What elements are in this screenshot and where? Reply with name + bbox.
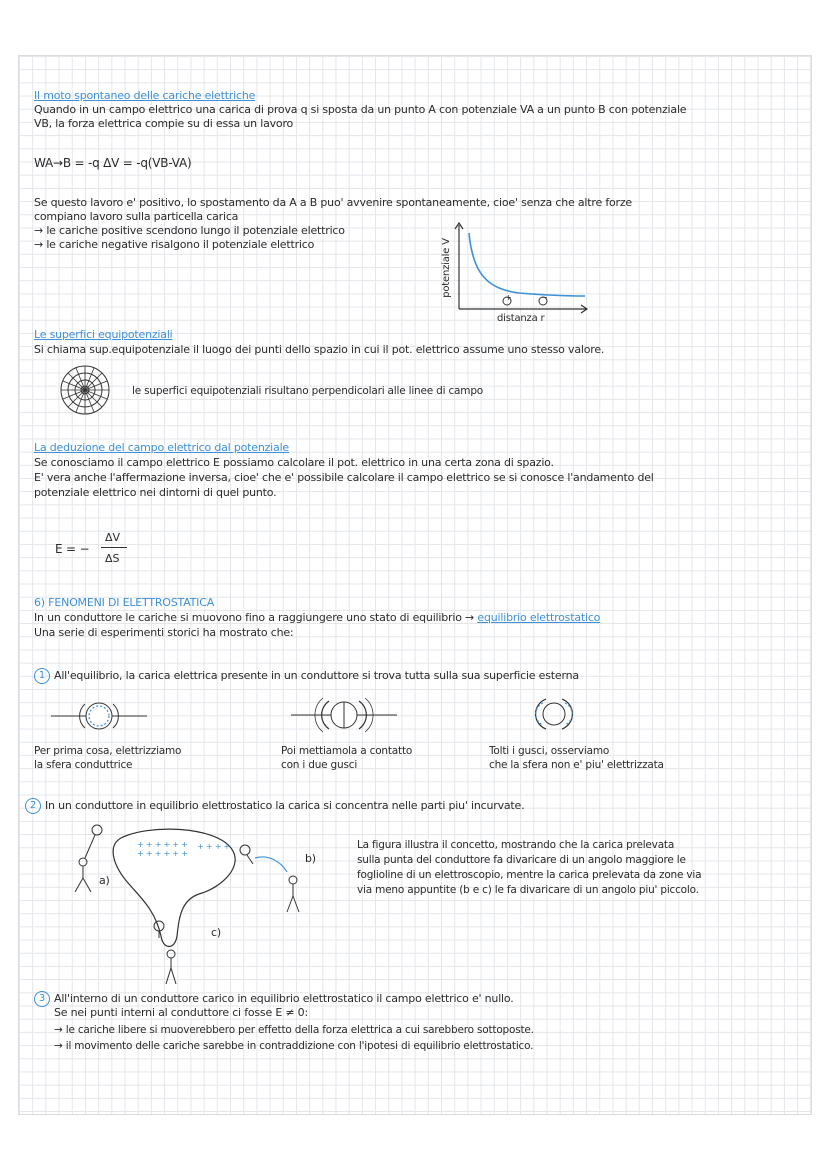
caption-2a: Poi mettiamola a contatto	[281, 745, 413, 757]
section-title-deduzione: La deduzione del campo elettrico dal potenziale	[34, 441, 289, 454]
point-2-number: 2	[25, 798, 41, 814]
moto-bullet-2: → le cariche negative risalgono il potenziale elettrico	[34, 238, 315, 251]
label-b: b)	[305, 852, 316, 865]
equilibrio-link: equilibrio elettrostatico	[477, 611, 601, 624]
caption-2b: con i due gusci	[281, 759, 358, 771]
equipotential-diagram	[59, 364, 111, 416]
fraction-bar	[101, 547, 127, 548]
graph-xlabel: distanza r	[497, 313, 545, 324]
point-3	[34, 991, 514, 1007]
conductor-electroscope-diagram	[49, 818, 339, 988]
caption-1a: Per prima cosa, elettrizziamo	[34, 745, 182, 757]
caption-1b: la sfera conduttrice	[34, 759, 133, 771]
graph-minus-charge: −	[541, 293, 548, 302]
section-title-fenomeni: 6) FENOMENI DI ELETTROSTATICA	[34, 596, 215, 609]
point-3-number: 3	[34, 991, 50, 1007]
point-2	[25, 798, 524, 814]
work-formula: WA→B = -q ΔV = -q(VB-VA)	[34, 156, 192, 170]
sphere-contact-diagram	[289, 692, 399, 738]
caption-3b: che la sfera non e' piu' elettrizzata	[489, 759, 664, 771]
deduzione-line-1: Se conosciamo il campo elettrico E possiamo calcolare il pot. elettrico in una certa zona di spazio.	[34, 456, 554, 469]
moto-line-1: Quando in un campo elettrico una carica di prova q si sposta da un punto A con potenziale VA a un punto B con potenziale	[34, 103, 687, 116]
moto-line-2: VB, la forza elettrica compie su di essa un lavoro	[34, 117, 294, 130]
label-c: c)	[211, 926, 221, 939]
deduzione-line-3: potenziale elettrico nei dintorni di quel punto.	[34, 486, 277, 499]
point-1-number: 1	[34, 668, 50, 684]
point-1	[34, 668, 579, 684]
p3-line-2: Se nei punti interni al conduttore ci fosse E ≠ 0:	[54, 1006, 308, 1019]
p2-desc-2: sulla punta del conduttore fa divaricare di un angolo maggiore le	[357, 854, 686, 866]
potential-graph	[449, 221, 599, 326]
caption-3a: Tolti i gusci, osserviamo	[489, 745, 610, 757]
label-a: a)	[99, 874, 110, 887]
moto-line-4: compiano lavoro sulla particella carica	[34, 210, 239, 223]
sphere-charged-diagram	[49, 698, 149, 734]
point-3-text: All'interno di un conduttore carico in equilibrio elettrostatico il campo elettrico e' nullo.	[54, 992, 514, 1005]
point-2-text: In un conduttore in equilibrio elettrostatico la carica si concentra nelle parti piu' incurvate.	[45, 799, 525, 812]
graph-plus-charge: +	[505, 293, 512, 302]
equi-definition: Si chiama sup.equipotenziale il luogo dei punti dello spazio in cui il pot. elettrico assume uno stesso valore.	[34, 343, 605, 356]
shells-removed-diagram	[524, 694, 584, 734]
p2-desc-4: via meno appuntite (b e c) le fa divaricare di un angolo piu' piccolo.	[357, 884, 699, 896]
conductor-charges-small: + + + +	[197, 842, 231, 851]
p3-bullet-2: → il movimento delle cariche sarebbe in contraddizione con l'ipotesi di equilibrio elettrostatico.	[54, 1040, 534, 1052]
point-1-text: All'equilibrio, la carica elettrica presente in un conduttore si trova tutta sulla sua superficie esterna	[54, 669, 579, 682]
notebook-page	[18, 55, 812, 1115]
moto-line-3: Se questo lavoro e' positivo, lo spostamento da A a B puo' avvenire spontaneamente, cioe' senza che altre forze	[34, 196, 632, 209]
deduzione-line-2: E' vera anche l'affermazione inversa, cioe' che e' possibile calcolare il campo elettrico se si conosce l'andamento del	[34, 471, 654, 484]
graph-ylabel: potenziale V	[440, 238, 452, 298]
p2-desc-3: foglioline di un elettroscopio, mentre la carica prelevata da zone via	[357, 869, 702, 881]
section-title-equi: Le superfici equipotenziali	[34, 328, 173, 341]
gradient-formula-lhs: E = −	[55, 542, 90, 556]
section-title-moto: Il moto spontaneo delle cariche elettriche	[34, 89, 256, 102]
fenomeni-line-1	[34, 611, 600, 625]
conductor-charges: + + + + + + + + + + + +	[137, 840, 188, 858]
gradient-formula-num: ΔV	[105, 531, 121, 544]
p2-desc-1: La figura illustra il concetto, mostrando che la carica prelevata	[357, 839, 675, 851]
fenomeni-line-1-text: In un conduttore le cariche si muovono fino a raggiungere uno stato di equilibrio →	[34, 611, 475, 624]
potential-curve	[469, 233, 585, 296]
fenomeni-line-2: Una serie di esperimenti storici ha mostrato che:	[34, 626, 294, 639]
gradient-formula-den: ΔS	[105, 552, 120, 565]
equi-note: le superfici equipotenziali risultano perpendicolari alle linee di campo	[132, 385, 484, 397]
p3-bullet-1: → le cariche libere si muoverebbero per effetto della forza elettrica a cui sarebbero sottoposte.	[54, 1024, 534, 1036]
moto-bullet-1: → le cariche positive scendono lungo il potenziale elettrico	[34, 224, 345, 237]
